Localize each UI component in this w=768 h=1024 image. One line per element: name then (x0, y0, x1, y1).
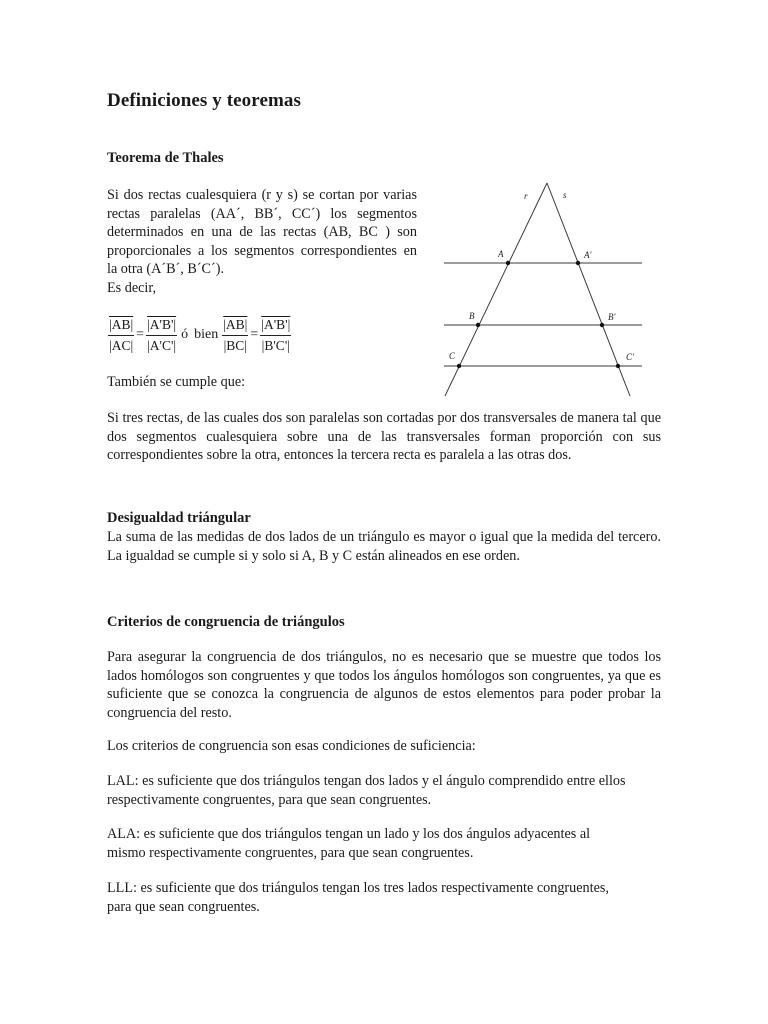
label-c-prime: C' (626, 352, 634, 362)
thales-line-3: determinados en una de las rectas (AB, BC ) son (107, 224, 417, 241)
point-b-prime (600, 323, 604, 327)
transversal-r (445, 183, 547, 396)
equals-sign: = (136, 327, 145, 342)
congruence-heading: Criterios de congruencia de triángulos (107, 614, 345, 630)
label-s: s (563, 190, 567, 200)
label-b-prime: B' (608, 312, 616, 322)
label-r: r (524, 191, 528, 201)
label-a-prime: A' (584, 250, 592, 260)
fraction-a2b2-b2c2: $\frac{|A'B'|}{|B'C'|}$ (261, 316, 291, 353)
congruence-criteria-intro: Los criterios de congruencia son esas condiciones de suficiencia: (107, 738, 476, 754)
thales-corollary: Si tres rectas, de las cuales dos son paralelas son cortadas por dos transversales de manera tal que dos segmentos cualesquiera sobre una de las transversales forman proporción con sus correspondientes sobre la otra, entonces la tercera recta es paralela a las otras dos. (107, 410, 661, 464)
thales-line-1: Si dos rectas cualesquiera (r y s) se cortan por varias (107, 187, 417, 203)
equals-sign-2: = (250, 327, 259, 342)
thales-line-5: la otra (A´B´, B´C´). (107, 261, 225, 278)
thales-figure (440, 178, 646, 400)
fraction-ab-ac: $\frac{|AB|}{|AC|}$ (109, 316, 134, 353)
label-b: B (469, 311, 475, 321)
point-b (476, 323, 480, 327)
point-a (506, 261, 510, 265)
criterion-ala: ALA: es suficiente que dos triángulos tengan un lado y los dos ángulos adyacentes al mismo respectivamente congruentes, para que sean congruentes. (107, 826, 591, 861)
triangle-inequality-heading: Desigualdad triángular (107, 510, 251, 526)
thales-line-6: Es decir, (107, 279, 157, 296)
thales-formula (108, 314, 291, 356)
point-a-prime (576, 261, 580, 265)
fraction-ab-bc: $\frac{|AB|}{|BC|}$ (223, 316, 248, 353)
point-c-prime (616, 364, 620, 368)
congruence-intro: Para asegurar la congruencia de dos triángulos, no es necesario que se muestre que todos los lados homólogos son congruentes y que todos los ángulos homólogos son congruentes, ya que es suficiente que se conozca la congruencia de algunos de estos elementos para poder probar la congruencia del resto. (107, 649, 661, 721)
criterion-lll: LLL: es suficiente que dos triángulos tengan los tres lados respectivamente congruentes, para que sean congruentes. (107, 880, 609, 915)
triangle-inequality-text: La suma de las medidas de dos lados de un triángulo es mayor o igual que la medida del tercero. La igualdad se cumple si y solo si A, B y C están alineados en ese orden. (107, 529, 661, 564)
label-a: A (498, 249, 504, 259)
point-c (457, 364, 461, 368)
criterion-lal: LAL: es suficiente que dos triángulos tengan dos lados y el ángulo comprendido entre ellos respectivamente congruentes, para que sean congruentes. (107, 773, 626, 808)
also-text: También se cumple que: (107, 374, 246, 390)
label-c: C (449, 351, 456, 361)
thales-line-2: rectas paralelas (AA´, BB´, CC´) los segmentos (107, 205, 417, 222)
thales-statement (107, 186, 417, 298)
bien-word: bien (194, 327, 219, 342)
or-word: ó (181, 327, 189, 342)
thales-line-4: proporcionales a los segmentos correspondientes en (107, 242, 417, 259)
fraction-a2b2-a2c2: $\frac{|A'B'|}{|A'C'|}$ (147, 316, 177, 353)
page-title: Definiciones y teoremas (107, 90, 302, 111)
thales-heading: Teorema de Thales (107, 150, 224, 166)
